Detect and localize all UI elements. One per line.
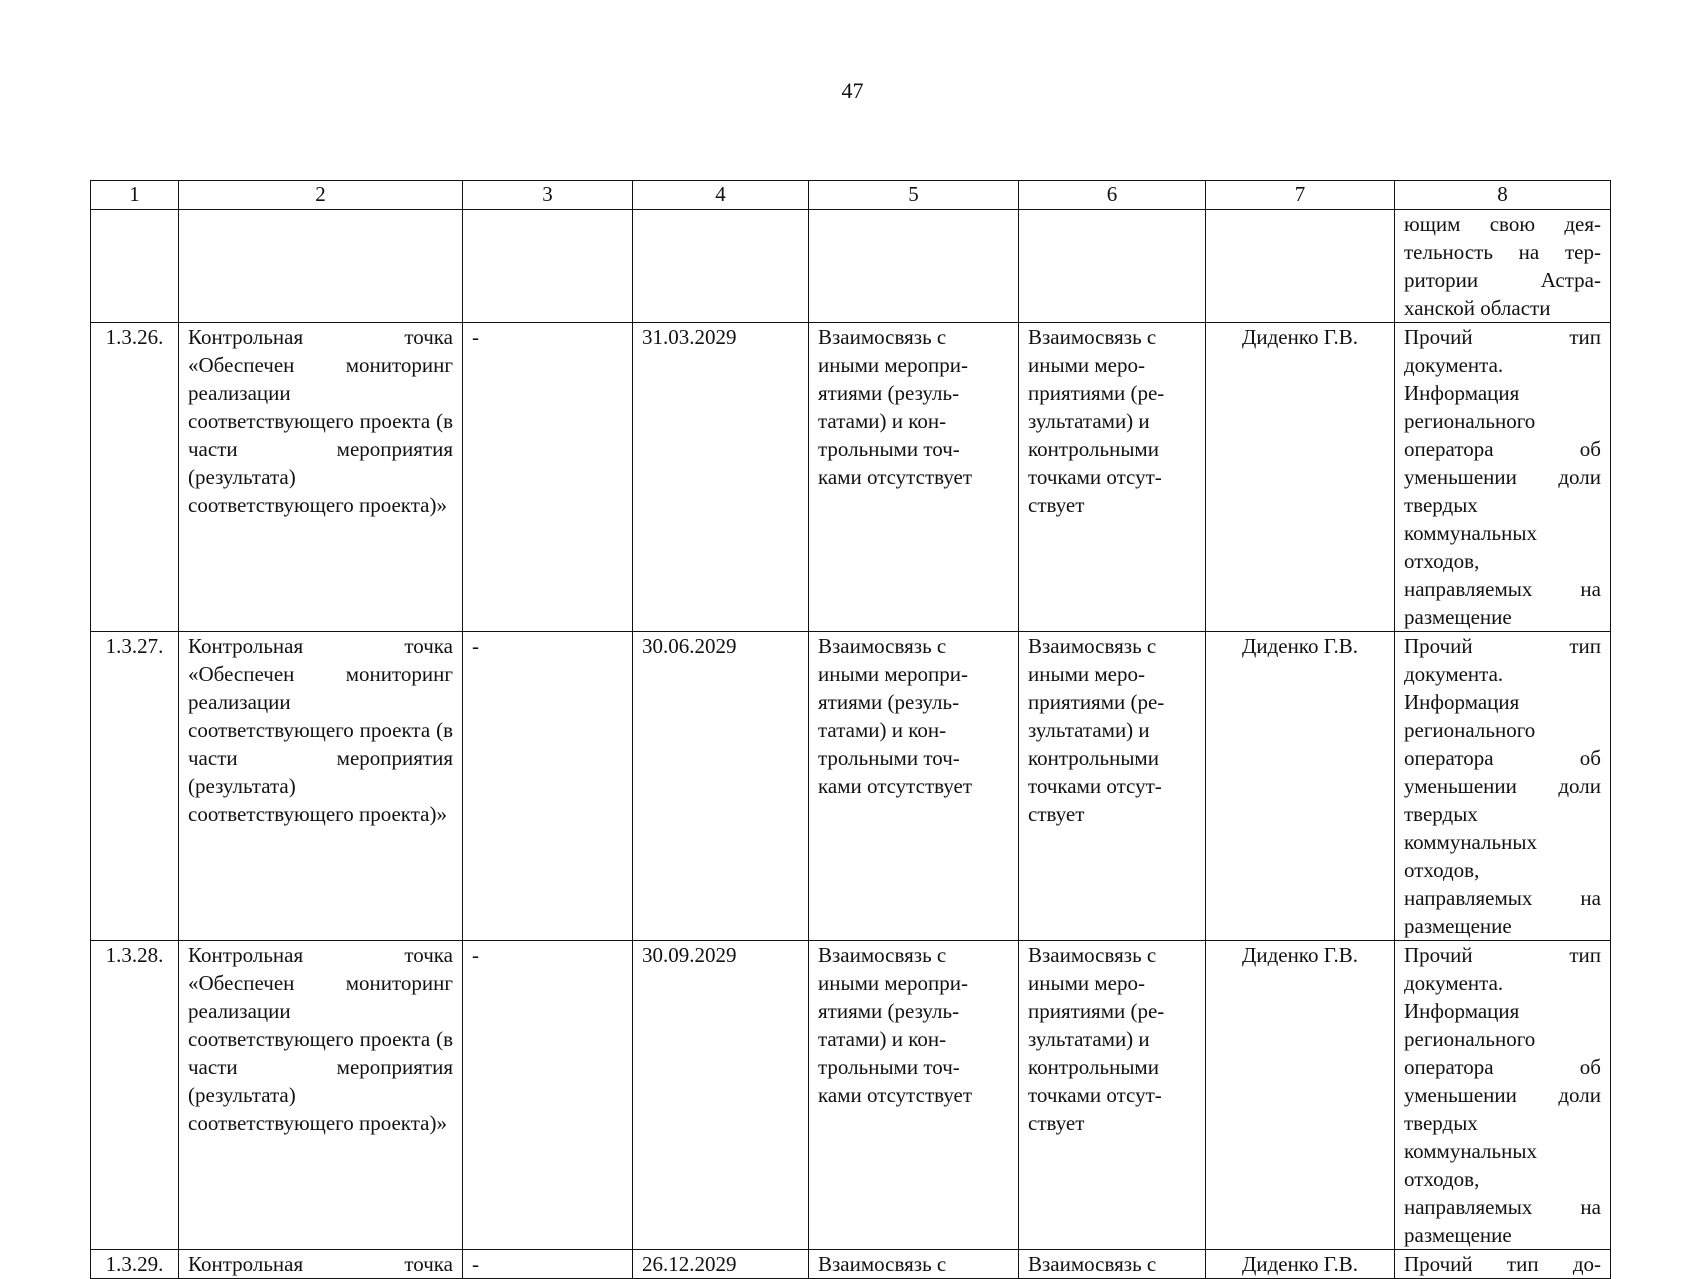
row-relation-6: Взаимосвязь с иными меро- приятиями (ре- зультатами) и контрольными точками отсут- ствует [1019,632,1206,941]
row-number: 1.3.28. [91,941,179,1250]
row-date: 31.03.2029 [633,323,809,632]
row-relation-5: Взаимосвязь с иными меропри- ятиями (резуль- татами) и кон- трольными точ- ками отсутствует [809,323,1019,632]
column-header: 6 [1019,181,1206,210]
column-header: 4 [633,181,809,210]
table-row [91,941,1611,1250]
continuation-text [1395,210,1611,323]
row-responsible: Диденко Г.В. [1206,1250,1395,1279]
row-relation-5: Взаимосвязь с [809,1250,1019,1279]
row-relation-5: Взаимосвязь с иными меропри- ятиями (резуль- татами) и кон- трольными точ- ками отсутствует [809,632,1019,941]
table-row [91,632,1611,941]
row-number: 1.3.27. [91,632,179,941]
row-responsible: Диденко Г.В. [1206,632,1395,941]
row-name: Контрольная точка «Обеспечен мониторинг реализации соответствующего проекта (в части мероприятия (результата) соответствующего проекта)» [179,323,463,632]
column-header: 8 [1395,181,1611,210]
header-row [91,181,1611,210]
table-row [91,1250,1611,1279]
column-header: 7 [1206,181,1395,210]
plan-table [90,180,1611,1279]
text-line: ритории Астра- [1404,268,1601,292]
text-line: ханской области [1404,296,1551,320]
row-col3: - [463,941,633,1250]
continuation-row [91,210,1611,323]
column-header: 1 [91,181,179,210]
row-col3: - [463,1250,633,1279]
row-number: 1.3.29. [91,1250,179,1279]
row-date: 30.06.2029 [633,632,809,941]
page-number: 47 [841,78,864,103]
row-name: Контрольная точка [179,1250,463,1279]
text-line: ющим свою дея- [1404,212,1601,236]
row-col3: - [463,323,633,632]
row-name: Контрольная точка «Обеспечен мониторинг реализации соответствующего проекта (в части мероприятия (результата) соответствующего проекта)» [179,632,463,941]
row-document: Прочий тип до- [1395,1250,1611,1279]
row-document: Прочий тип документа. Информация регионального оператора об уменьшении доли твердых коммунальных отходов, направляемых на размещение [1395,323,1611,632]
row-document: Прочий тип документа. Информация регионального оператора об уменьшении доли твердых коммунальных отходов, направляемых на размещение [1395,632,1611,941]
row-name: Контрольная точка «Обеспечен мониторинг реализации соответствующего проекта (в части мероприятия (результата) соответствующего проекта)» [179,941,463,1250]
row-date: 30.09.2029 [633,941,809,1250]
row-relation-6: Взаимосвязь с иными меро- приятиями (ре- зультатами) и контрольными точками отсут- ствует [1019,941,1206,1250]
column-header: 3 [463,181,633,210]
row-responsible: Диденко Г.В. [1206,941,1395,1250]
column-header: 2 [179,181,463,210]
row-relation-6: Взаимосвязь с иными меро- приятиями (ре- зультатами) и контрольными точками отсут- ствует [1019,323,1206,632]
table-row [91,323,1611,632]
row-document: Прочий тип документа. Информация регионального оператора об уменьшении доли твердых коммунальных отходов, направляемых на размещение [1395,941,1611,1250]
row-number: 1.3.26. [91,323,179,632]
row-relation-6: Взаимосвязь с [1019,1250,1206,1279]
column-header: 5 [809,181,1019,210]
row-responsible: Диденко Г.В. [1206,323,1395,632]
row-col3: - [463,632,633,941]
row-relation-5: Взаимосвязь с иными меропри- ятиями (резуль- татами) и кон- трольными точ- ками отсутствует [809,941,1019,1250]
row-date: 26.12.2029 [633,1250,809,1279]
text-line: тельность на тер- [1404,240,1601,264]
